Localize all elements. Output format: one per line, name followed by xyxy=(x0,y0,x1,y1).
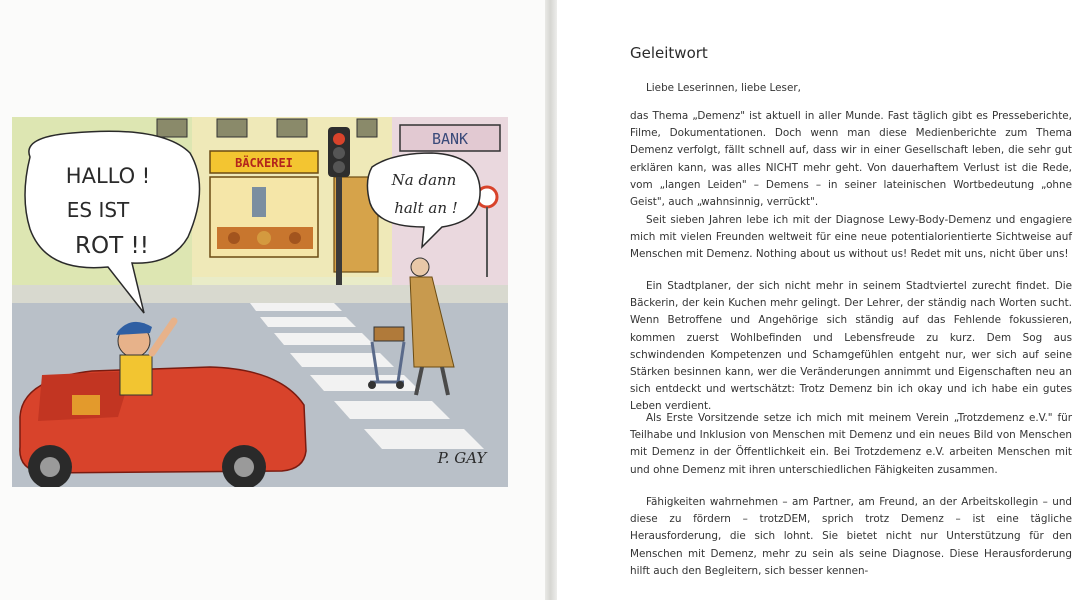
cartoon-illustration xyxy=(12,117,508,487)
artist-signature: P. GAY xyxy=(437,449,487,467)
bubble-right-line-2: halt an ! xyxy=(394,199,458,217)
paragraph-4: Als Erste Vorsitzende setze ich mich mit meinem Verein „Trotzdemenz e.V." für Teilhabe und Inklusion von Menschen mit Demenz und ein neues Bild von Menschen mit Demenz in der Öffentlichkeit ein. Bei Trotzdemenz e.V. arbeiten Menschen mit und ohne Demenz mit ihren unterschiedlichen Fähigkeiten zusammen. xyxy=(630,412,1072,476)
book-gutter xyxy=(545,0,557,600)
paragraph-3: Ein Stadtplaner, der sich nicht mehr in seinem Stadtviertel zurecht findet. Die Bäckerin, der kein Kuchen mehr gelingt. Der Lehrer, der ständig nach Worten sucht. Wenn Betroffene und Angehörige sich ständig auf das Fehlende fokussieren, kommen zuerst Wohlbefinden und Lebensfreude zu kurz. Dem Sog aus schwindenden Kompetenzen und Schamgefühlen entgeht nur, wer sich auf seine Stärken besinnen kann, wer die Veränderungen annimmt und Eigenschaften neu an sich entdeckt und wertschätzt: Trotz Demenz bin ich okay und ich habe ein gutes Leben verdient. xyxy=(630,280,1072,413)
bubble-left-line-3: ROT !! xyxy=(75,233,149,259)
salutation: Liebe Leserinnen, liebe Leser, xyxy=(646,82,801,94)
bubble-right-line-1: Na dann xyxy=(391,171,457,189)
paragraph-2: Seit sieben Jahren lebe ich mit der Diagnose Lewy-Body-Demenz und engagiere mich mit vielen Freunden weltweit für eine neue potentialorientierte Sichtweise auf Menschen mit Demenz. Nothing about us without us! Redet mit uns, nicht über uns! xyxy=(630,214,1072,261)
paragraph-1: das Thema „Demenz" ist aktuell in aller Munde. Fast täglich gibt es Presseberichte, Filme, Dokumentationen. Doch wenn man diese Medienberichte zum Thema Demenz verfolgt, fällt schnell auf, dass wir in einer Gesellschaft leben, die sehr gut erklären kann, was alles NICHT mehr geht. Von dauerhaftem Verlust ist die Rede, vom „langen Leiden" – Demens – in seiner lateinischen Wortbedeutung „ohne Geist", auch „wahnsinnig, verrückt". xyxy=(630,110,1072,209)
page-heading: Geleitwort xyxy=(630,44,708,62)
bank-sign-text: BANK xyxy=(431,130,469,148)
bubble-left-line-2: ES IST xyxy=(66,198,130,222)
paragraph-5: Fähigkeiten wahrnehmen – am Partner, am Freund, an der Arbeitskollegin – und diese zu fördern – trotzDEM, sprich trotz Demenz – ist eine tägliche Herausforderung, die sich lohnt. Sie bietet nicht nur Unterstützung für den Menschen mit Demenz, mehr zu sein als seine Diagnose. Diese Herausforderung hilft auch den Begleitern, sich besser kennen- xyxy=(630,496,1072,577)
bubble-left-line-1: HALLO ! xyxy=(65,164,151,188)
bakery-sign-text: BÄCKEREI xyxy=(235,156,293,170)
